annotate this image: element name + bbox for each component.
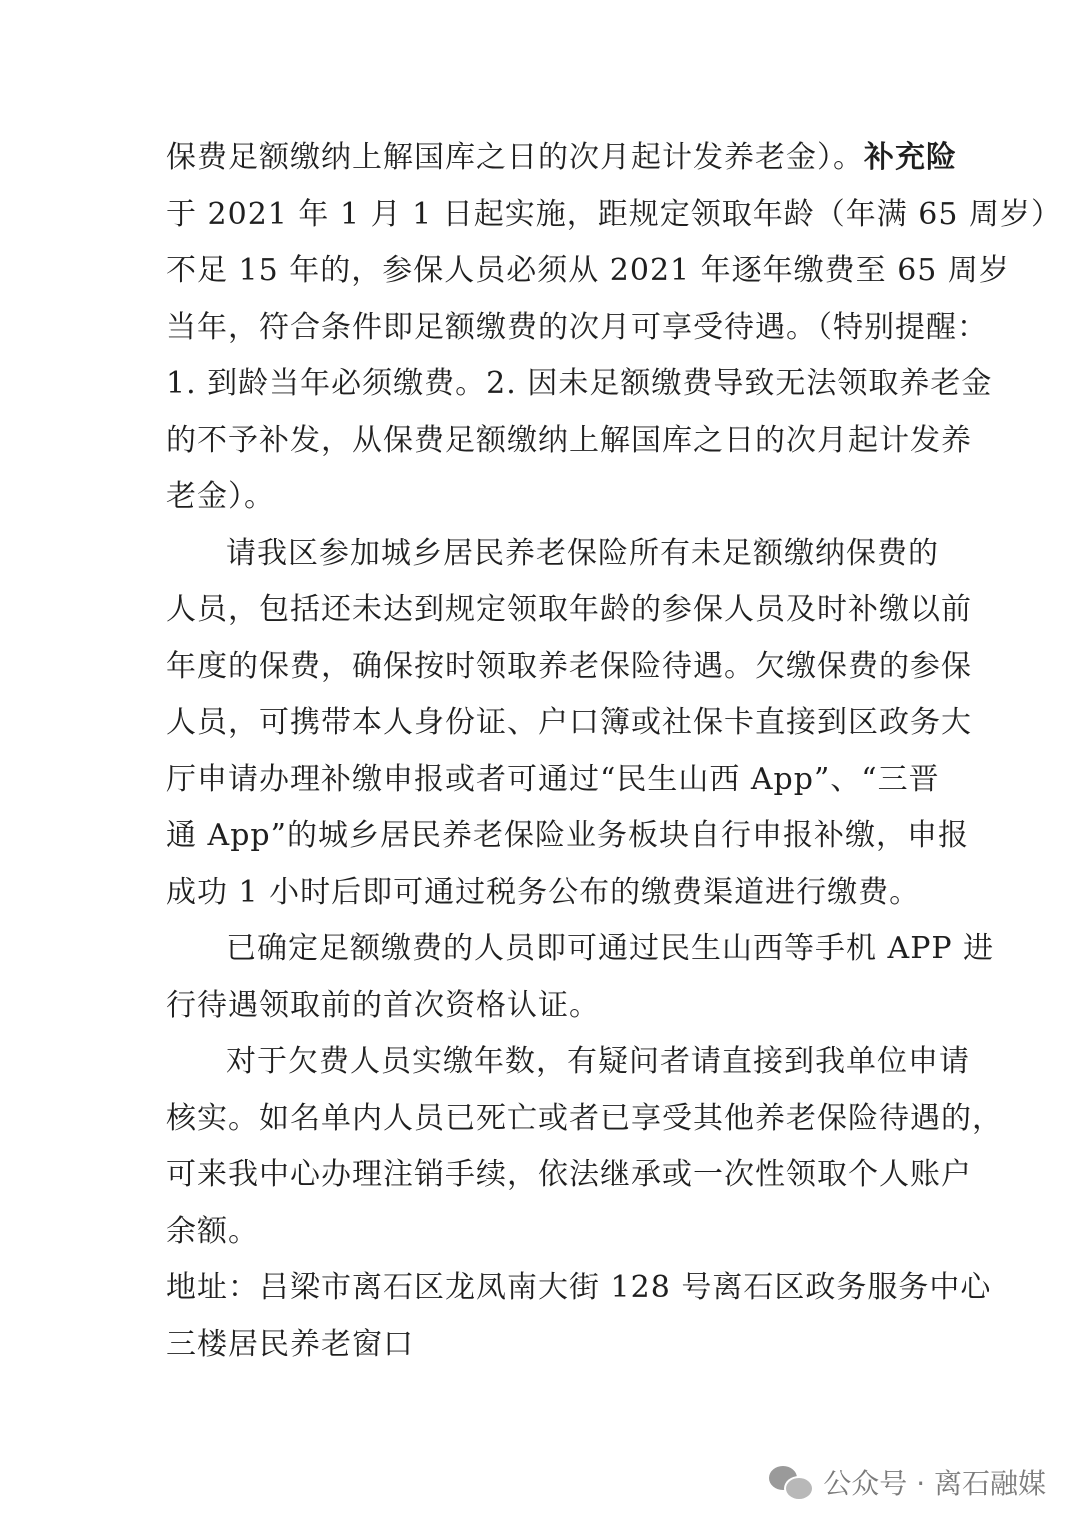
watermark (769, 1462, 1046, 1502)
text-line-10: 年度的保费，确保按时领取养老保险待遇。欠缴保费的参保 (166, 648, 972, 684)
text-line-4: 当年，符合条件即足额缴费的次月可享受待遇。（特别提醒： (166, 309, 988, 345)
wechat-icon (769, 1464, 813, 1500)
text-line-5: 1. 到龄当年必须缴费。2. 因未足额缴费导致无法领取养老金 (166, 366, 993, 401)
text-line-14: 成功 1 小时后即可通过税务公布的缴费渠道进行缴费。 (166, 874, 921, 910)
text-line-16: 行待遇领取前的首次资格认证。 (166, 987, 600, 1023)
text-line-3: 不足 15 年的，参保人员必须从 2021 年逐年缴费至 65 周岁 (166, 253, 1010, 288)
document-body (166, 130, 1062, 1373)
address-line-2: 三楼居民养老窗口 (166, 1326, 414, 1362)
address-line-1: 地址：吕梁市离石区龙凤南大街 128 号离石区政务服务中心 (166, 1270, 992, 1305)
text-line-12: 厅申请办理补缴申报或者可通过“民生山西 App”、“三晋 (166, 761, 940, 797)
text-line-15: 已确定足额缴费的人员即可通过民生山西等手机 APP 进 (226, 931, 995, 966)
text-line-1: 保费足额缴纳上解国库之日的次月起计发养老金）。补充险 (166, 140, 957, 175)
text-line-7: 老金）。 (166, 479, 275, 514)
watermark-text: 公众号 · 离石融媒 (823, 1467, 1046, 1500)
text-line-6: 的不予补发，从保费足额缴纳上解国库之日的次月起计发养 (166, 422, 972, 458)
text-line-9: 人员，包括还未达到规定领取年龄的参保人员及时补缴以前 (166, 592, 972, 627)
text-line-19: 可来我中心办理注销手续，依法继承或一次性领取个人账户 (166, 1157, 972, 1192)
text-line-2: 于 2021 年 1 月 1 日起实施，距规定领取年龄（年满 65 周岁） (166, 196, 1062, 232)
text-line-20: 余额。 (166, 1213, 259, 1249)
bold-term: 补充险 (864, 140, 957, 175)
text-line-8: 请我区参加城乡居民养老保险所有未足额缴纳保费的 (226, 535, 939, 571)
text-line-17: 对于欠费人员实缴年数，有疑问者请直接到我单位申请 (226, 1044, 970, 1079)
text-line-18: 核实。如名单内人员已死亡或者已享受其他养老保险待遇的， (166, 1100, 1003, 1136)
text-line-11: 人员，可携带本人身份证、户口簿或社保卡直接到区政务大 (166, 705, 972, 740)
text-line-13: 通 App”的城乡居民养老保险业务板块自行申报补缴，申报 (166, 818, 969, 853)
